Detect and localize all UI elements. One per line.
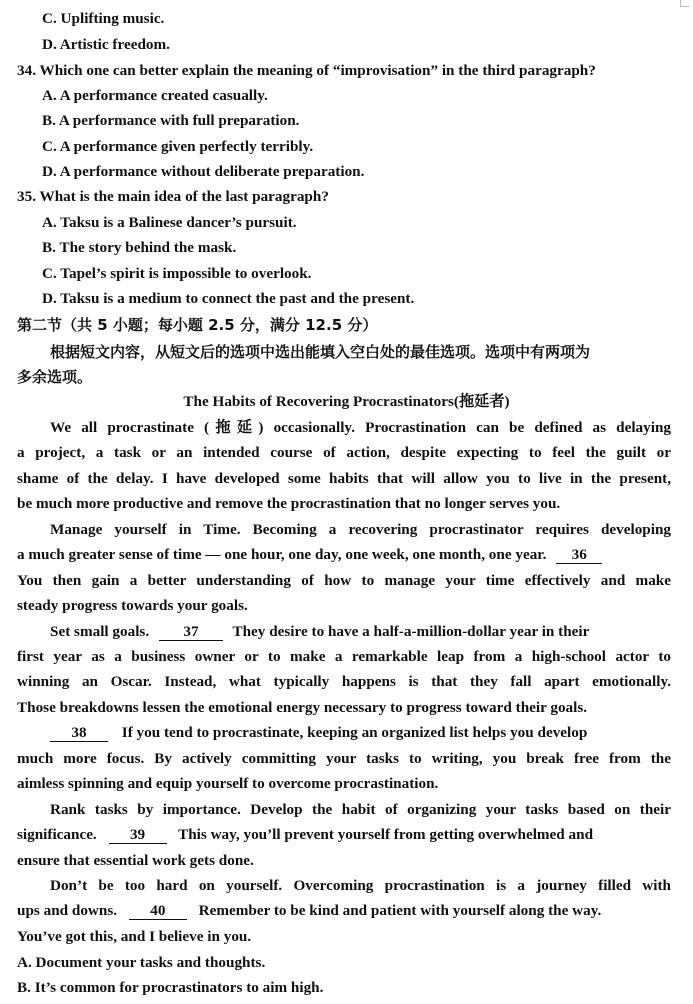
q33-option-d: D. Artistic freedom. — [42, 36, 170, 53]
q34-stem: 34. Which one can better explain the meaning of “improvisation” in the third paragraph? — [17, 62, 596, 79]
choice-a: A. Document your tasks and thoughts. — [17, 954, 266, 971]
q33-option-c: C. Uplifting music. — [42, 10, 165, 27]
paragraph-3-line-2: first year as a business owner or to make a remarkable leap from a high-school actor to — [17, 648, 671, 665]
q35-option-a: A. Taksu is a Balinese dancer’s pursuit. — [42, 214, 297, 231]
section-heading: 第二节（共 5 小题；每小题 2.5 分，满分 12.5 分） — [17, 316, 378, 334]
paragraph-3-line-3: winning an Oscar. Instead, what typically happens is that they fall apart emotionally. — [17, 673, 671, 690]
paragraph-2-line-2 — [17, 545, 602, 565]
section-instruction-line2: 多余选项。 — [17, 368, 93, 386]
paragraph-3-line-1-lead: Set small goals. — [50, 623, 150, 640]
paragraph-4-line-1-text: If you tend to procrastinate, keeping an organized list helps you develop — [121, 724, 588, 741]
section-instruction-line1: 根据短文内容，从短文后的选项中选出能填入空白处的最佳选项。选项中有两项为 — [50, 343, 591, 361]
paragraph-5-line-3: ensure that essential work gets done. — [17, 852, 254, 869]
paragraph-4-line-3: aimless spinning and equip yourself to overcome procrastination. — [17, 775, 439, 792]
paragraph-4-line-1 — [50, 723, 587, 743]
q35-option-d: D. Taksu is a medium to connect the past and the present. — [42, 290, 415, 307]
paragraph-2-line-3: You then gain a better understanding of how to manage your time effectively and make — [17, 572, 671, 589]
choice-b: B. It’s common for procrastinators to aim high. — [17, 979, 324, 996]
paragraph-1-line-1: We all procrastinate (拖延) occasionally. Procrastination can be defined as delaying — [50, 419, 671, 436]
paragraph-2-line-4: steady progress towards your goals. — [17, 597, 248, 614]
blank-36: 36 — [556, 546, 602, 564]
paragraph-6-line-2-tail: Remember to be kind and patient with yourself along the way. — [198, 902, 602, 919]
paragraph-2-line-1: Manage yourself in Time. Becoming a recovering procrastinator requires developing — [50, 521, 671, 538]
paragraph-2-line-2-text: a much greater sense of time — one hour, one day, one week, one month, one year. — [17, 546, 547, 563]
blank-38: 38 — [50, 724, 108, 742]
paragraph-6-line-3: You’ve got this, and I believe in you. — [17, 928, 252, 945]
blank-37: 37 — [159, 623, 223, 641]
q34-option-b: B. A performance with full preparation. — [42, 112, 300, 129]
paragraph-3-line-4: Those breakdowns lessen the emotional energy necessary to progress toward their goals. — [17, 699, 588, 716]
paragraph-3-line-1-tail: They desire to have a half-a-million-dollar year in their — [232, 623, 590, 640]
paragraph-1-line-3: shame of the delay. I have developed some habits that will allow you to live in the present, — [17, 470, 671, 487]
blank-39: 39 — [109, 826, 167, 844]
paragraph-1-line-4: be much more productive and remove the procrastination that no longer serves you. — [17, 495, 561, 512]
q35-option-c: C. Tapel’s spirit is impossible to overlook. — [42, 265, 312, 282]
paragraph-4-line-2: much more focus. By actively committing your tasks to writing, you break free from the — [17, 750, 671, 767]
paragraph-5-line-2 — [17, 825, 593, 845]
paragraph-3-line-1 — [50, 622, 589, 642]
q34-option-c: C. A performance given perfectly terribly. — [42, 138, 314, 155]
paragraph-5-line-2-lead: significance. — [17, 826, 97, 843]
blank-40: 40 — [129, 902, 187, 920]
paragraph-5-line-2-tail: This way, you’ll prevent yourself from getting overwhelmed and — [178, 826, 594, 843]
paragraph-1-line-2: a project, a task or an intended course of action, despite expecting to feel the guilt or — [17, 444, 671, 461]
paragraph-5-line-1: Rank tasks by importance. Develop the habit of organizing your tasks based on their — [50, 801, 671, 818]
paragraph-6-line-2-lead: ups and downs. — [17, 902, 118, 919]
paragraph-6-line-2 — [17, 901, 601, 921]
paragraph-6-line-1: Don’t be too hard on yourself. Overcoming procrastination is a journey filled with — [50, 877, 671, 894]
q35-option-b: B. The story behind the mask. — [42, 239, 237, 256]
q34-option-d: D. A performance without deliberate preparation. — [42, 163, 365, 180]
passage-title: The Habits of Recovering Procrastinators(拖延者) — [183, 393, 510, 410]
q34-option-a: A. A performance created casually. — [42, 87, 268, 104]
q35-stem: 35. What is the main idea of the last paragraph? — [17, 188, 329, 205]
page-corner-mark — [680, 0, 689, 7]
